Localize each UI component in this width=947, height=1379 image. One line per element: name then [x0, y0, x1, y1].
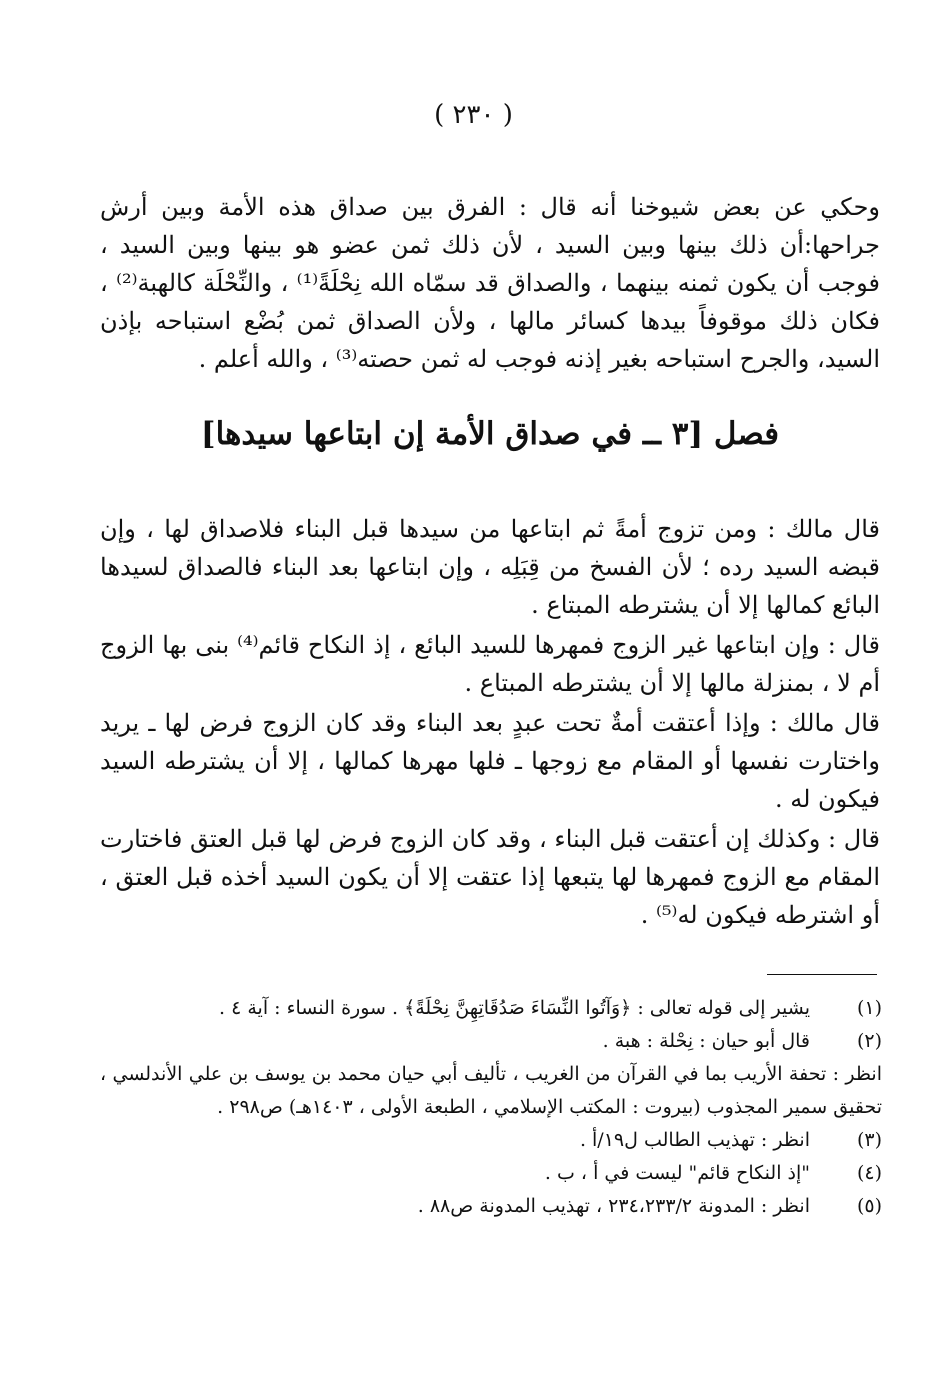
footnote-1: [100, 992, 882, 1025]
intro-line: فوجب أن يكون ثمنه بينهما ، والصداق قد سمّاه الله نِحْلَةً⁽¹⁾ ، والنِّحْلَة كالهبة⁽²⁾ ،: [100, 269, 880, 297]
intro-paragraph: [100, 188, 880, 378]
footnote-text: انظر : المدونة ٢٣٤،٢٣٣/٢ ، تهذيب المدونة ص٨٨ .: [417, 1195, 810, 1217]
footnote-number: (٣): [856, 1129, 882, 1151]
intro-line: وحكي عن بعض شيوخنا أنه قال : الفرق بين صداق هذه الأمة وبين أرش: [100, 193, 880, 221]
footnote-text: "إذ النكاح قائم" ليست في أ ، ب .: [544, 1162, 810, 1184]
footnote-text: انظر : تهذيب الطالب ل١٩/أ .: [579, 1129, 810, 1151]
footnote-3: [100, 1124, 882, 1157]
footnote-2-reference: انظر : تحفة الأريب بما في القرآن من الغريب ، تأليف أبي حيان محمد بن يوسف بن علي الأندلسي ، تحقيق سمير المجذوب (بيروت : المكتب الإسلامي ، الطبعة الأولى ، ١٤٠٣هـ) ص٢٩٨ .: [100, 1063, 882, 1118]
footnote-text: قال أبو حيان : نِحْلة : هبة .: [602, 1030, 810, 1052]
footnote-text: يشير إلى قوله تعالى : ﴿وَآتُوا النِّسَاءَ صَدُقَاتِهِنَّ نِحْلَةً﴾ . سورة النساء : آية ٤ .: [219, 997, 810, 1019]
footnote-4: [100, 1157, 882, 1190]
footnote-divider: [767, 974, 877, 975]
footnote-number: (١): [856, 997, 882, 1019]
paragraph: قال : وإن ابتاعها غير الزوج فمهرها للسيد البائع ، إذ النكاح قائم⁽⁴⁾ بنى بها الزوج أم لا ، بمنزلة مالها إلا أن يشترطه المبتاع .: [100, 631, 880, 697]
footnote-5: [100, 1190, 882, 1223]
footnote-number: (٥): [856, 1195, 882, 1217]
footnote-2: [100, 1025, 882, 1058]
footnote-number: (٤): [856, 1162, 882, 1184]
section-heading: فصل [٣ ــ في صداق الأمة إن ابتاعها سيدها]: [200, 416, 780, 452]
intro-text: [100, 188, 880, 378]
page-number: ( ٢٣٠ ): [434, 100, 513, 130]
section-body: [100, 510, 880, 934]
paragraph: قال مالك : ومن تزوج أمةً ثم ابتاعها من سيدها قبل البناء فلاصداق لها ، وإن قبضه السيد رده ؛ لأن الفسخ من قِبَلِه ، وإن ابتاعها بعد البناء فالصداق لسيدها البائع كمالها إلا أن يشترطه المبتاع .: [100, 515, 880, 619]
footnote-number: (٢): [856, 1030, 882, 1052]
intro-line: جراحها:أن ذلك بينها وبين السيد ، لأن ذلك ثمن عضو هو بينها وبين السيد ،: [100, 231, 880, 259]
paragraph: قال : وكذلك إن أعتقت قبل البناء ، وقد كان الزوج فرض لها قبل العتق فاختارت المقام مع الزوج فمهرها لها يتبعها إذا عتقت إلا أن يكون السيد أخذه قبل العتق ، أو اشترطه فيكون له⁽⁵⁾ .: [100, 825, 881, 929]
footnotes: [100, 992, 882, 1223]
paragraph: قال مالك : وإذا أعتقت أمةٌ تحت عبدٍ بعد البناء وقد كان الزوج فرض لها ـ يريد واختارت نفسها أو المقام مع زوجها ـ فلها مهرها كمالها ، إلا أن يشترطه السيد فيكون له .: [100, 709, 880, 813]
intro-line: والجرح استباحه بغير إذنه فوجب له ثمن حصته⁽³⁾ ، والله أعلم .: [198, 345, 810, 373]
intro-line: فكان ذلك موقوفاً بيدها كسائر مالها ، ولأن الصداق ثمن بُضْع استباحه بإذن السيد،: [100, 307, 880, 373]
